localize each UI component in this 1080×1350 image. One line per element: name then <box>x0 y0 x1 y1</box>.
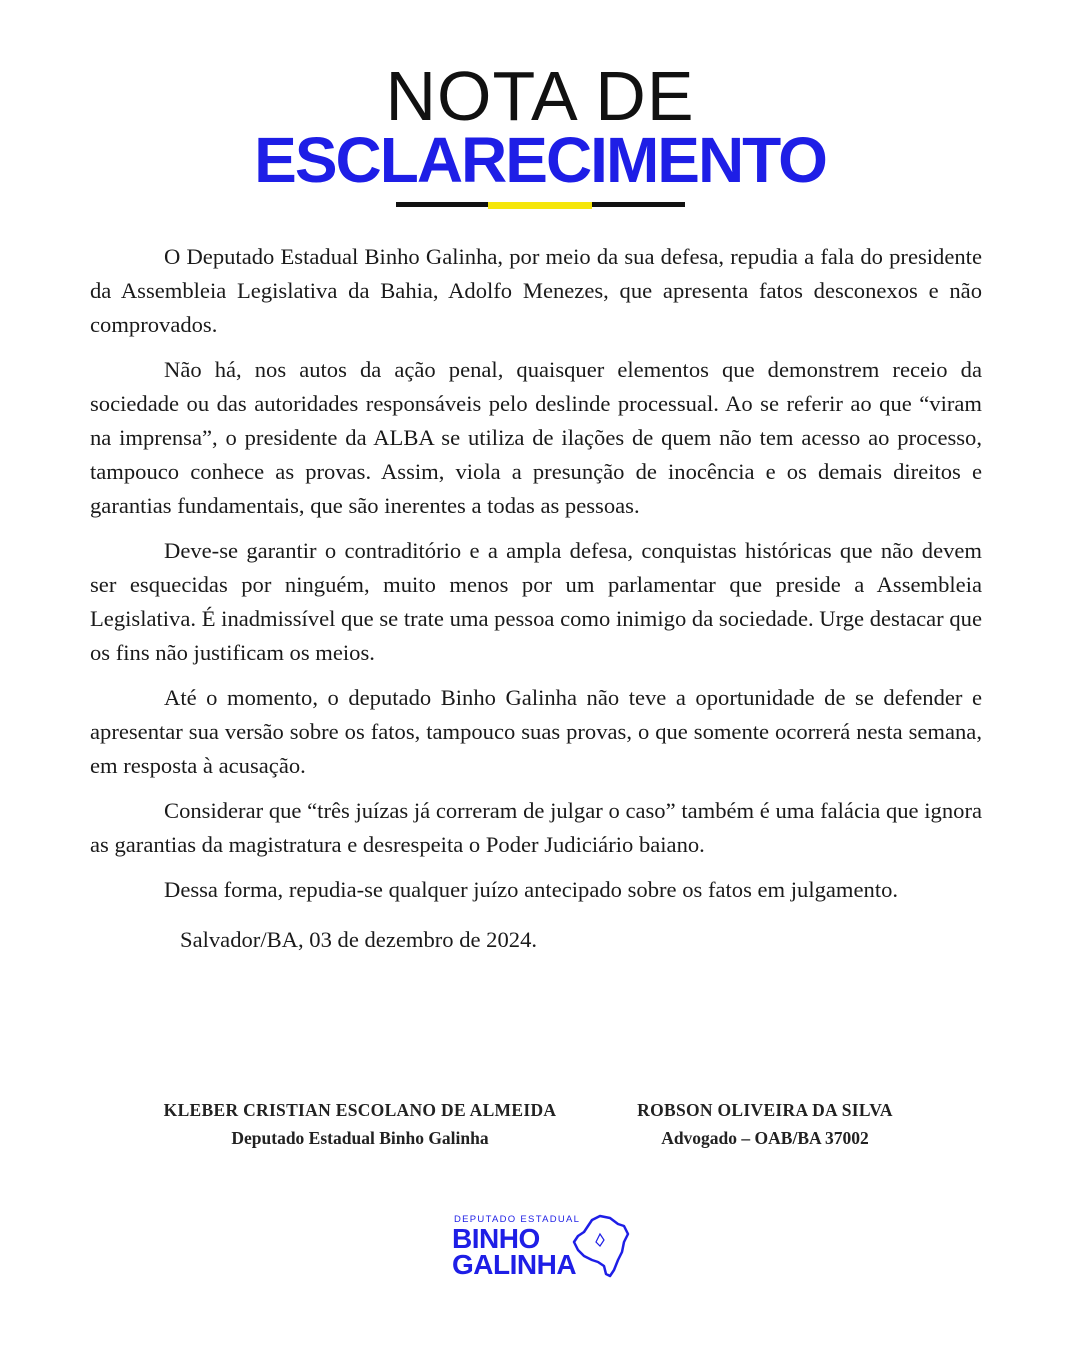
paragraph-2: Não há, nos autos da ação penal, quaisquer elementos que demonstrem receio da sociedade ou das autoridades responsáveis pelo deslinde processual. Ao se referir ao que “viram na imprensa”, o presidente da ALBA se utiliza de ilações de quem não tem acesso ao processo, tampouco conhece as provas. Assim, viola a presunção de inocência e os demais direitos e garantias fundamentais, que são inerentes a todas as pessoas. <box>90 357 982 518</box>
signature-left <box>130 1096 590 1152</box>
title-line-2: ESCLARECIMENTO <box>254 124 826 196</box>
signature-left-name: KLEBER CRISTIAN ESCOLANO DE ALMEIDA <box>163 1100 557 1120</box>
logo-line-1: BINHO <box>452 1223 540 1254</box>
dateline: Salvador/BA, 03 de dezembro de 2024. <box>180 927 538 952</box>
brand-logo <box>452 1212 642 1282</box>
title-line-1: NOTA DE <box>385 57 695 135</box>
signature-left-role: Deputado Estadual Binho Galinha <box>231 1128 489 1148</box>
title-underline-accent <box>488 202 592 209</box>
paragraph-1: O Deputado Estadual Binho Galinha, por meio da sua defesa, repudia a fala do presidente da Assembleia Legislativa da Bahia, Adolfo Menezes, que apresenta fatos desconexos e não comprovados. <box>90 244 982 337</box>
logo-line-2: GALINHA <box>452 1249 577 1280</box>
signature-right-role: Advogado – OAB/BA 37002 <box>661 1128 869 1148</box>
paragraph-3: Deve-se garantir o contraditório e a ampla defesa, conquistas históricas que não devem ser esquecidas por ninguém, muito menos por um parlamentar que preside a Assembleia Legislativa. É inadmissível que se trate uma pessoa como inimigo da sociedade. Urge destacar que os fins não justificam os meios. <box>90 538 982 665</box>
logo-subtitle: DEPUTADO ESTADUAL <box>454 1214 581 1225</box>
statement-body <box>90 240 982 957</box>
paragraph-4: Até o momento, o deputado Binho Galinha não teve a oportunidade de se defender e apresentar sua versão sobre os fatos, tampouco suas provas, o que somente ocorrerá nesta semana, em resposta à acusação. <box>90 685 982 778</box>
signature-right <box>610 1096 920 1152</box>
paragraph-6: Dessa forma, repudia-se qualquer juízo antecipado sobre os fatos em julgamento. <box>164 877 899 902</box>
paragraph-5: Considerar que “três juízas já correram de julgar o caso” também é uma falácia que ignora as garantias da magistratura e desrespeita o Poder Judiciário baiano. <box>90 798 982 857</box>
signature-right-name: ROBSON OLIVEIRA DA SILVA <box>637 1100 893 1120</box>
